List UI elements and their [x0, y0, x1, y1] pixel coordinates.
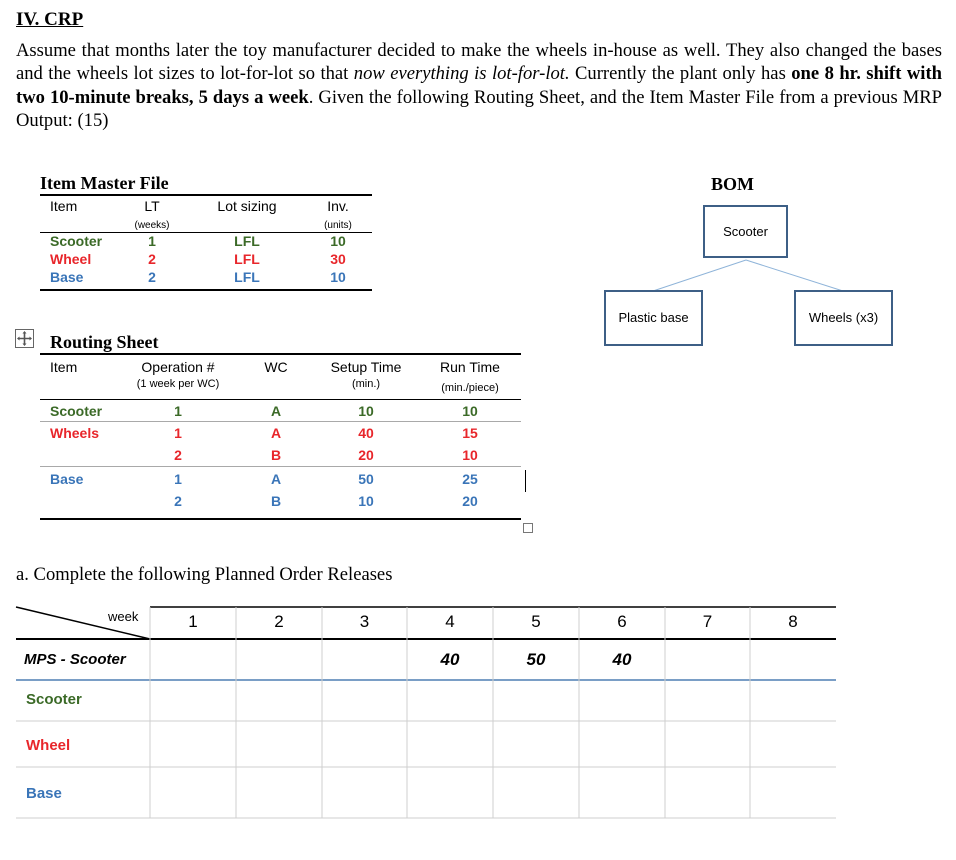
week-header: 2: [274, 612, 284, 631]
row-label-mps: MPS - Scooter: [24, 651, 126, 668]
im-row-inv: 30: [330, 251, 346, 267]
routing-title: Routing Sheet: [50, 332, 159, 352]
bom-title: BOM: [711, 174, 754, 194]
intro-bold: one 8 hr. shift with two 10-minute breaks, 5 days a week: [16, 63, 942, 108]
rt-row-wc: A: [270, 471, 282, 487]
week-header: 6: [617, 612, 627, 631]
rt-sub-run: (min./piece): [441, 382, 499, 394]
intro-text-3: . Given the following Routing Sheet, and the Item Master File from a previous MRP Output: (15): [16, 86, 943, 132]
rt-header-wc: WC: [264, 359, 288, 375]
row-label-base: Base: [26, 785, 62, 802]
rt-row-op: 2: [174, 493, 182, 509]
intro-text-2: Currently the plant only has: [569, 63, 792, 85]
rt-row-run: 25: [462, 471, 478, 487]
im-row-lot: LFL: [234, 269, 260, 285]
rt-row-item: Base: [50, 471, 84, 487]
rt-sub-setup: (min.): [351, 378, 381, 390]
week-header: 1: [188, 612, 198, 631]
im-row-inv: 10: [330, 269, 346, 285]
bom-node-plastic-base: Plastic base: [604, 290, 703, 346]
rt-row-setup: 20: [358, 447, 374, 463]
rt-row-run: 10: [462, 447, 478, 463]
rt-row-op: 1: [174, 425, 182, 441]
row-label-wheel: Wheel: [26, 737, 71, 754]
rt-row-op: 1: [174, 403, 182, 419]
rt-row-setup: 40: [358, 425, 374, 441]
im-row-item: Base: [50, 269, 84, 285]
rt-row-op: 2: [174, 447, 182, 463]
rt-row-item: Wheels: [50, 425, 100, 441]
rt-row-wc: A: [270, 403, 282, 419]
rt-row-wc: B: [270, 447, 282, 463]
rt-header-setup: Setup Time: [330, 359, 402, 375]
rt-row-run: 10: [462, 403, 478, 419]
im-row-lt: 1: [148, 233, 156, 249]
row-label-scooter: Scooter: [26, 691, 82, 708]
im-row-lt: 2: [148, 269, 156, 285]
mps-cell[interactable]: 50: [526, 650, 546, 669]
intro-text-1: Assume that months later the toy manufacturer decided to make the wheels in-house as well. They also changed the bases and the wheels lot sizes to lot-for-lot so that: [16, 40, 942, 85]
week-header: 4: [445, 612, 455, 631]
rt-row-wc: B: [270, 493, 282, 509]
rt-row-run: 15: [462, 425, 478, 441]
im-row-lot: LFL: [234, 251, 260, 267]
week-header: 7: [702, 612, 713, 631]
question-a: a. Complete the following Planned Order Releases: [16, 564, 393, 585]
im-header-inv: Inv.: [327, 198, 349, 214]
rt-sub-op: (1 week per WC): [136, 378, 220, 390]
corner-week-label: week: [108, 609, 139, 624]
section-title: IV. CRP: [16, 9, 84, 30]
im-header-item: Item: [50, 198, 78, 214]
week-header: 8: [788, 612, 798, 631]
im-row-lot: LFL: [234, 233, 260, 249]
rt-header-op: Operation #: [141, 359, 215, 375]
intro-italic: now everything is lot-for-lot.: [353, 63, 570, 85]
rt-row-item: Scooter: [50, 403, 103, 419]
rt-row-setup: 10: [358, 403, 374, 419]
mps-cell[interactable]: 40: [612, 650, 632, 669]
bom-node-wheels: Wheels (x3): [794, 290, 893, 346]
im-row-item: Wheel: [50, 251, 92, 267]
rt-row-op: 1: [174, 471, 182, 487]
rt-header-item: Item: [50, 359, 78, 375]
im-row-item: Scooter: [50, 233, 103, 249]
im-sub-units: (units): [324, 220, 352, 231]
rt-row-setup: 10: [358, 493, 374, 509]
im-sub-weeks: (weeks): [134, 220, 170, 231]
bom-node-scooter: Scooter: [703, 205, 788, 258]
rt-row-run: 20: [462, 493, 478, 509]
item-master-title: Item Master File: [40, 173, 169, 193]
im-header-lot: Lot sizing: [217, 198, 277, 214]
im-row-lt: 2: [148, 251, 156, 267]
mps-cell[interactable]: 40: [440, 650, 460, 669]
rt-header-run: Run Time: [440, 359, 500, 375]
im-row-inv: 10: [330, 233, 346, 249]
rt-row-wc: A: [270, 425, 282, 441]
week-header: 3: [359, 612, 370, 631]
im-header-lt: LT: [144, 198, 160, 214]
rt-row-setup: 50: [358, 471, 374, 487]
week-header: 5: [531, 612, 541, 631]
